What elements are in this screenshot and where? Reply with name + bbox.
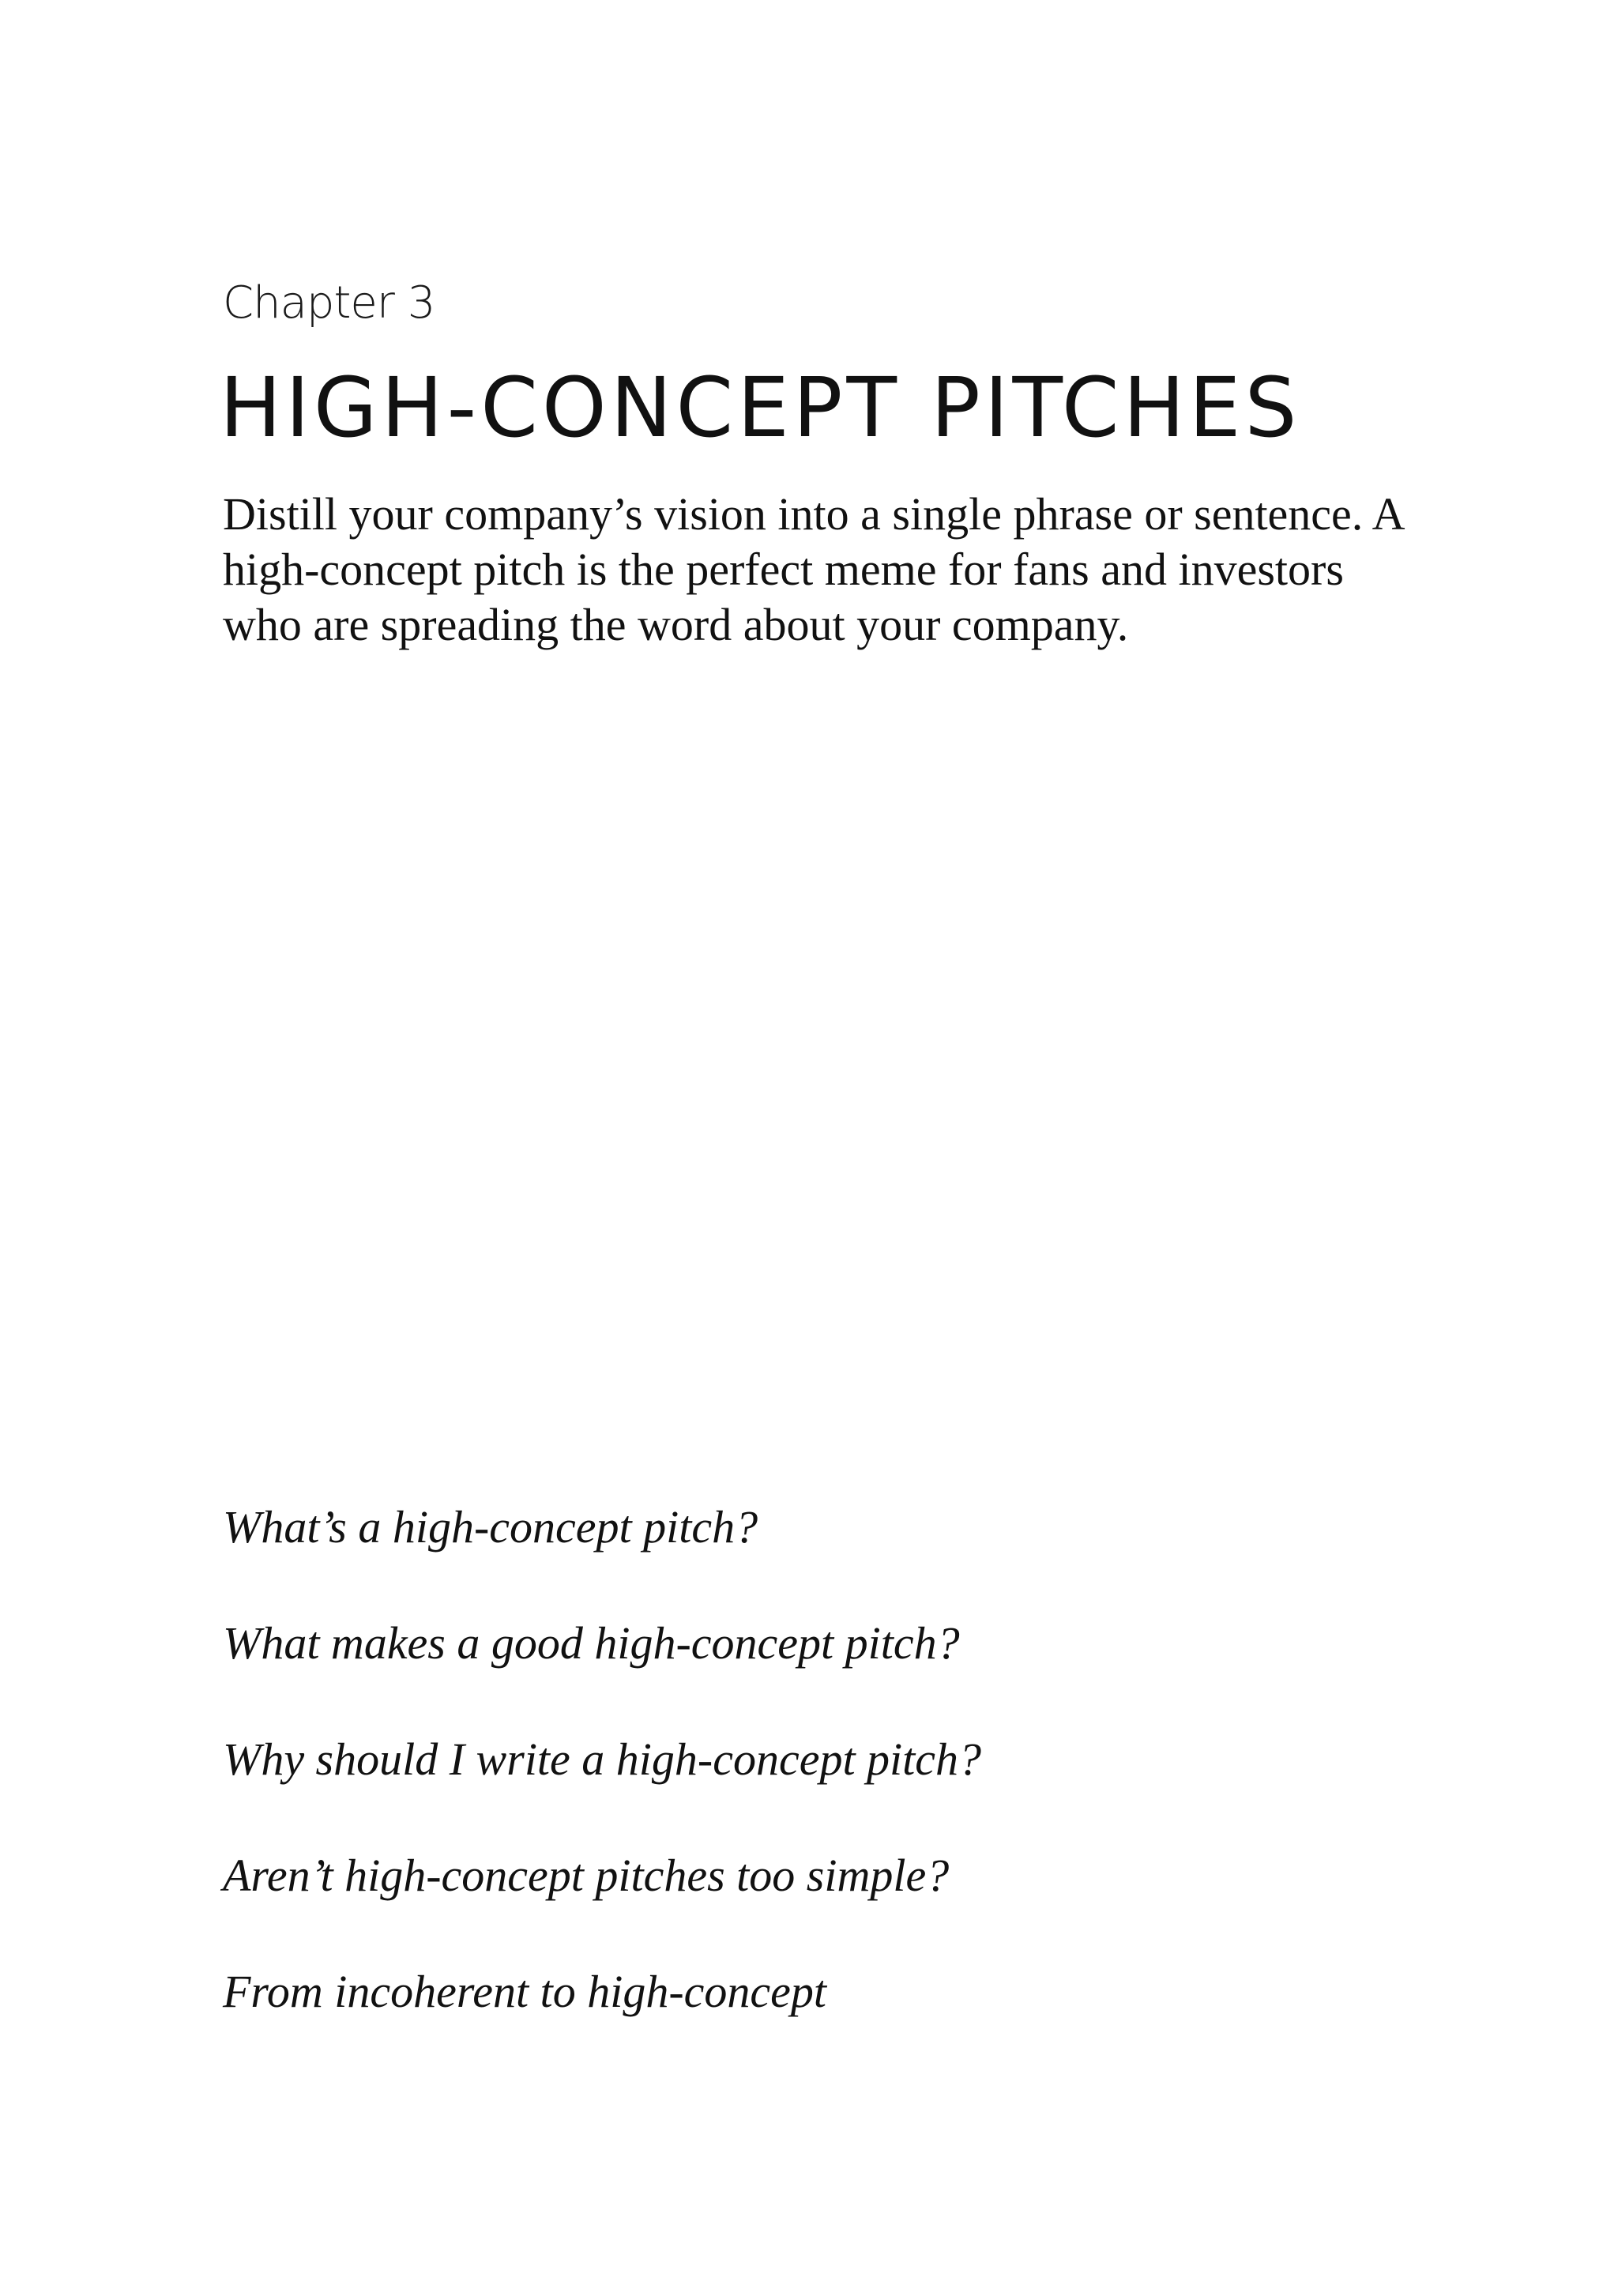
chapter-title: HIGH-CONCEPT PITCHES xyxy=(220,359,1301,456)
section-heading: What makes a good high-concept pitch? xyxy=(223,1617,960,1669)
section-list xyxy=(223,1500,981,2080)
section-heading: Why should I write a high-concept pitch? xyxy=(223,1733,982,1785)
section-heading: What’s a high-concept pitch? xyxy=(223,1501,758,1553)
chapter-intro: Distill your company’s vision into a single phrase or sentence. A high-concept pitch is the perfect meme for fans and investors who are spreading the word about your company. xyxy=(223,488,1403,650)
section-heading: From incoherent to high-concept xyxy=(223,1966,826,2017)
section-heading: Aren’t high-concept pitches too simple? xyxy=(223,1850,950,1901)
chapter-number: Chapter 3 xyxy=(223,277,435,329)
